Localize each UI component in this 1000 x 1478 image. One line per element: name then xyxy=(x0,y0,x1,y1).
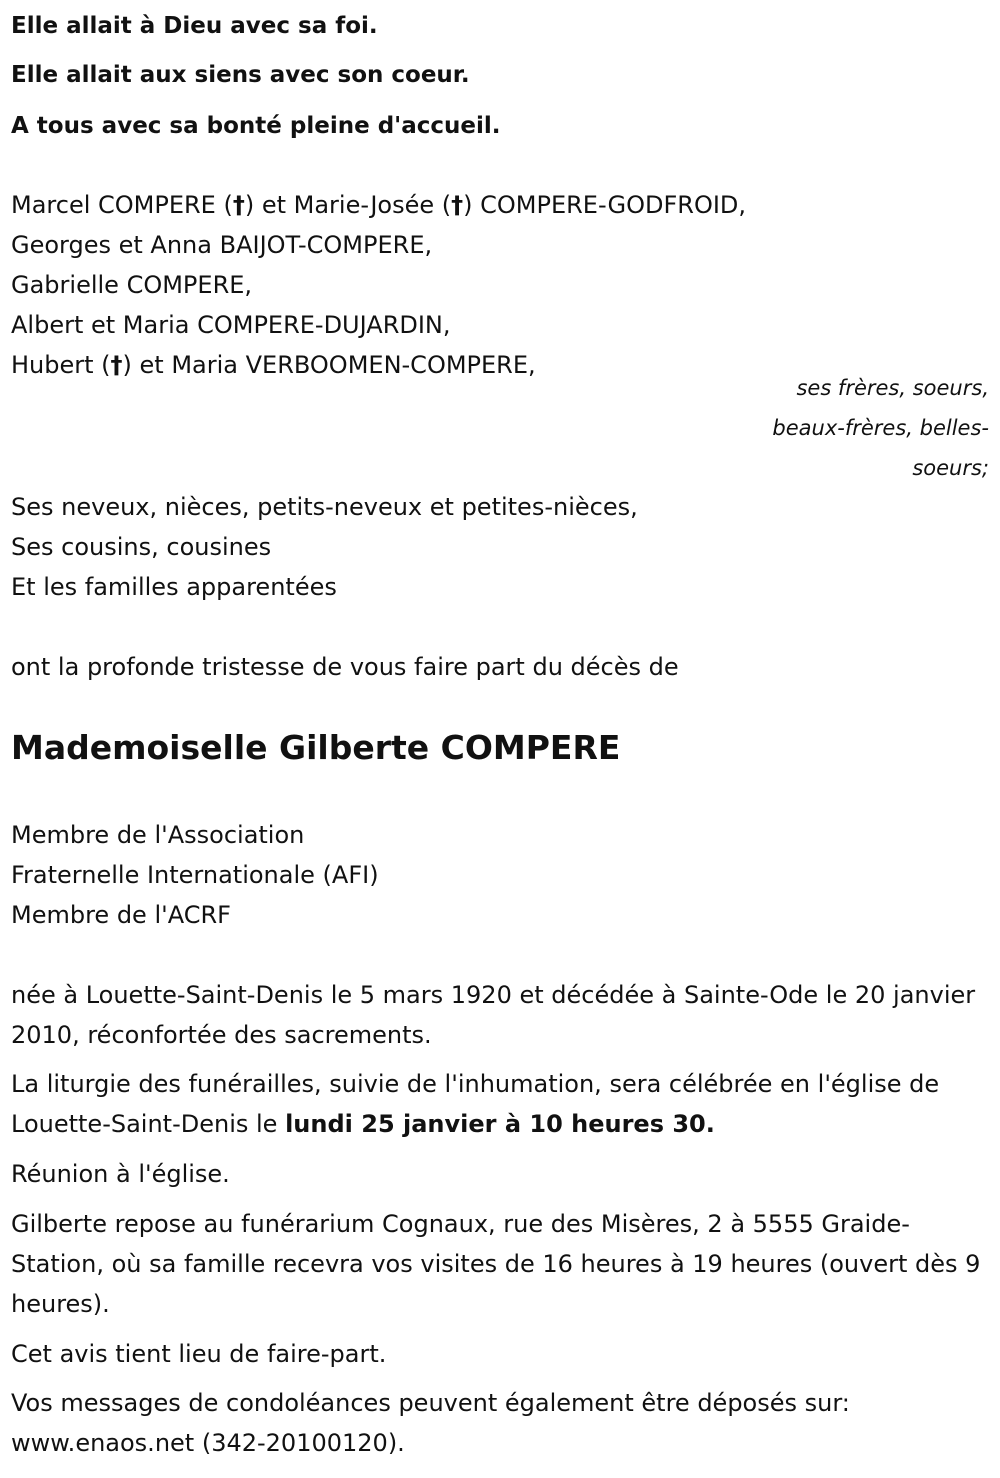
reunion-text: Réunion à l'église. xyxy=(11,1160,230,1188)
birth-death-paragraph: née à Louette-Saint-Denis le 5 mars 1920 et décédée à Sainte-Ode le 20 janvier 2010, réconfortée des sacrements. xyxy=(11,981,976,1049)
liturgy-paragraph: La liturgie des funérailles, suivie de l'inhumation, sera célébrée en l'église de Louette-Saint-Denis le lundi 25 janvier à 10 heures 30. xyxy=(11,1070,940,1138)
relatives-line-2: Ses cousins, cousines xyxy=(11,533,272,561)
dagger-icon: † xyxy=(451,191,464,219)
condolences-paragraph: Vos messages de condoléances peuvent également être déposés sur: www.enaos.net (342-20100120). xyxy=(11,1389,850,1457)
family-line-5: Hubert (†) et Maria VERBOOMEN-COMPERE, xyxy=(11,351,536,379)
family-line-3: Gabrielle COMPERE, xyxy=(11,271,253,299)
family-relation: ses frères, soeurs, beaux-frères, belles-soeurs; xyxy=(772,376,989,480)
family-line-1: Marcel COMPERE (†) et Marie-Josée (†) COMPERE-GODFROID, xyxy=(11,191,747,219)
epitaph-line-3: A tous avec sa bonté pleine d'accueil. xyxy=(11,113,501,139)
membership-line-3: Membre de l'ACRF xyxy=(11,901,231,929)
membership-line-2: Fraternelle Internationale (AFI) xyxy=(11,861,379,889)
family-line-4: Albert et Maria COMPERE-DUJARDIN, xyxy=(11,311,451,339)
relatives-line-3: Et les familles apparentées xyxy=(11,573,337,601)
funerarium-paragraph: Gilberte repose au funérarium Cognaux, rue des Misères, 2 à 5555 Graide-Station, où sa famille recevra vos visites de 16 heures à 19 heures (ouvert dès 9 heures). xyxy=(11,1210,981,1318)
relatives-line-1: Ses neveux, nièces, petits-neveux et petites-nièces, xyxy=(11,493,638,521)
epitaph-line-1: Elle allait à Dieu avec sa foi. xyxy=(11,13,378,39)
dagger-icon: † xyxy=(232,191,245,219)
deceased-name: Mademoiselle Gilberte COMPERE xyxy=(11,728,621,767)
notice-text: Cet avis tient lieu de faire-part. xyxy=(11,1340,387,1368)
dagger-icon: † xyxy=(110,351,123,379)
announcement: ont la profonde tristesse de vous faire part du décès de xyxy=(11,653,679,681)
membership-line-1: Membre de l'Association xyxy=(11,821,305,849)
liturgy-datetime: lundi 25 janvier à 10 heures 30. xyxy=(285,1110,715,1138)
epitaph-line-2: Elle allait aux siens avec son coeur. xyxy=(11,62,470,88)
family-line-2: Georges et Anna BAIJOT-COMPERE, xyxy=(11,231,433,259)
